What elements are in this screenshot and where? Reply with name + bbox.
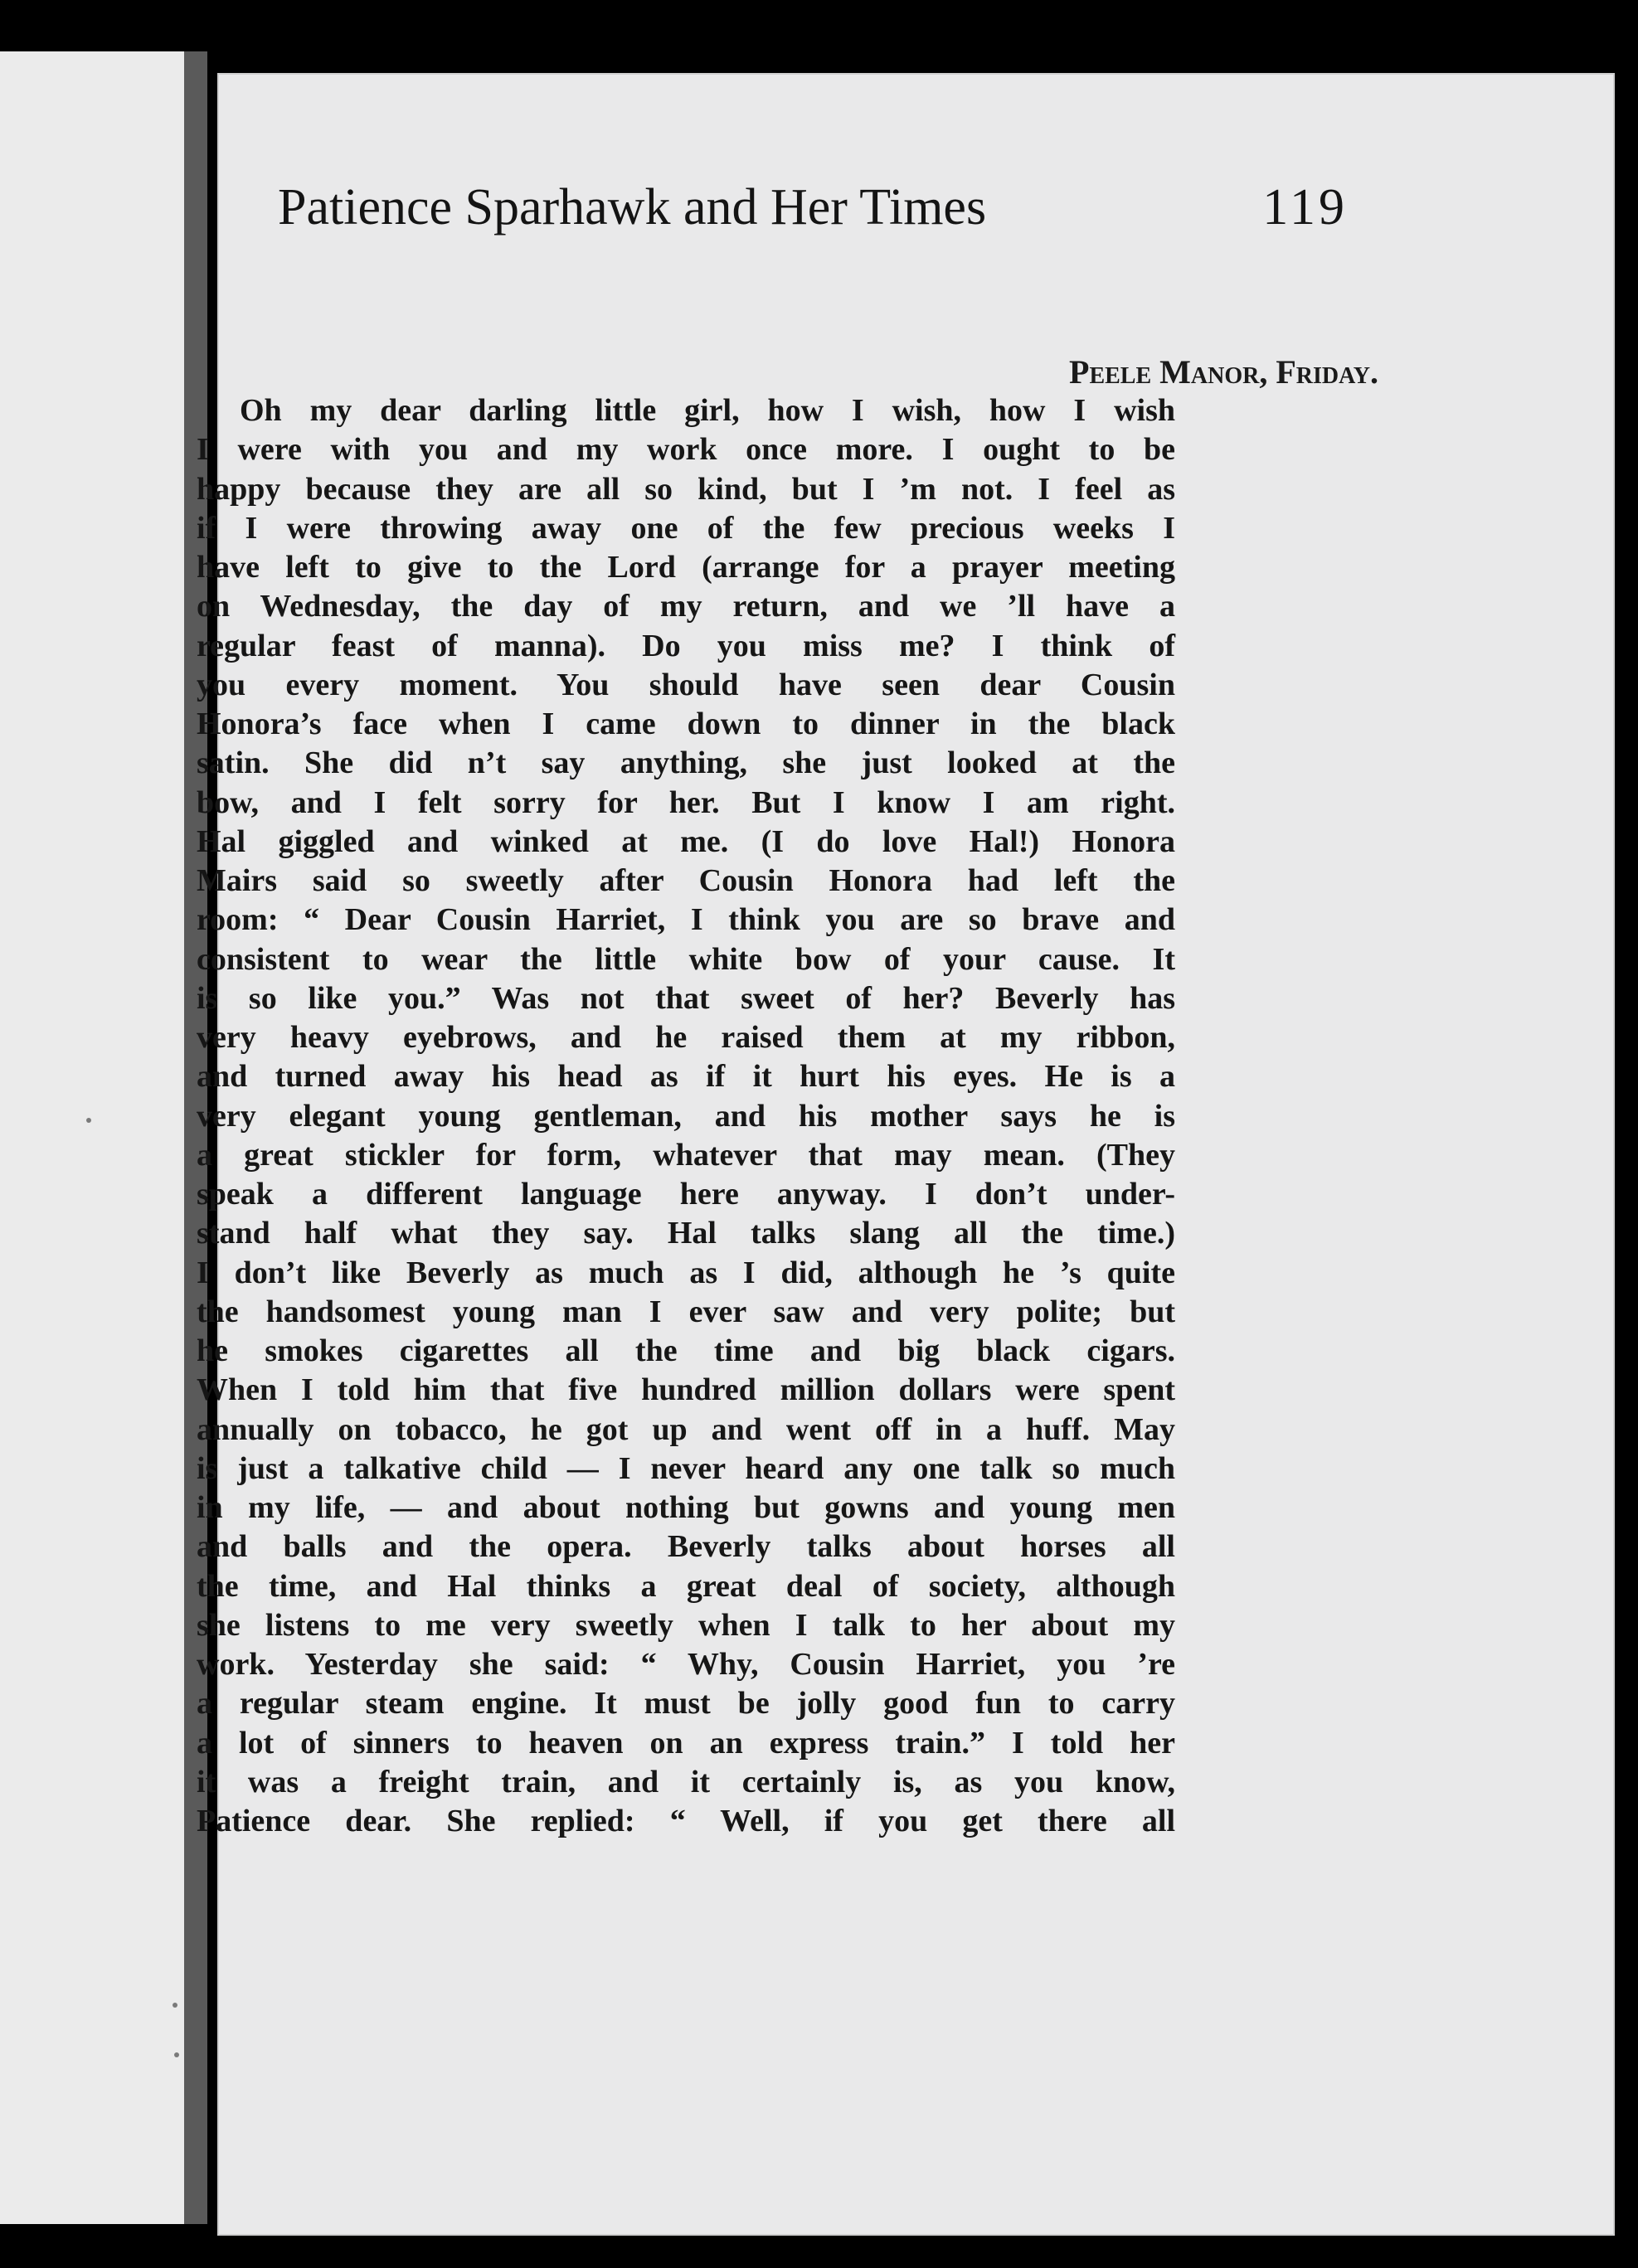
page-number: 119 [1262, 179, 1348, 236]
scan-speck [173, 2003, 177, 2008]
text-line: and balls and the opera. Beverly talks about horses all [197, 1529, 1175, 1565]
text-line: I don’t like Beverly as much as I did, although he ’s quite [197, 1255, 1175, 1290]
text-line: he smokes cigarettes all the time and big black cigars. [197, 1333, 1175, 1368]
text-line: Oh my dear darling little girl, how I wish, how I wish [240, 393, 1175, 428]
text-line: a great stickler for form, whatever that may mean. (They [197, 1137, 1175, 1173]
text-line: Honora’s face when I came down to dinner in the black [197, 707, 1175, 741]
facing-page-edge [0, 51, 184, 2224]
text-line: in my life, — and about nothing but gowns and young men [197, 1490, 1175, 1525]
text-line: and turned away his head as if it hurt his eyes. He is a [197, 1059, 1175, 1095]
text-line: speak a different language here anyway. I don’t under- [197, 1177, 1175, 1212]
running-header [278, 178, 1348, 278]
text-line: work. Yesterday she said: “ Why, Cousin Harriet, you ’re [197, 1647, 1175, 1682]
letter-dateline: Peele Manor, Friday. [1069, 353, 1378, 391]
text-line: stand half what they say. Hal talks slang all the time.) [197, 1216, 1175, 1251]
text-line: is so like you.” Was not that sweet of her? Beverly has [197, 980, 1175, 1016]
scan-speck [174, 2052, 179, 2057]
text-line: happy because they are all so kind, but I ’m not. I feel as [197, 471, 1175, 507]
text-line: very elegant young gentleman, and his mother says he is [197, 1098, 1175, 1134]
text-line: satin. She did n’t say anything, she just looked at the [197, 745, 1175, 781]
scan-speck [86, 1118, 91, 1123]
text-line: Hal giggled and winked at me. (I do love Hal!) Honora [197, 823, 1175, 859]
text-line: it was a freight train, and it certainly is, as you know, [197, 1764, 1175, 1799]
running-title: Patience Sparhawk and Her Times [278, 179, 987, 236]
text-line: the handsomest young man I ever saw and very polite; but [197, 1294, 1175, 1329]
text-line: the time, and Hal thinks a great deal of society, although [197, 1568, 1175, 1604]
text-line: is just a talkative child — I never heard any one talk so much [197, 1450, 1175, 1486]
text-line: have left to give to the Lord (arrange for a prayer meeting [197, 550, 1175, 585]
text-line: a regular steam engine. It must be jolly good fun to carry [197, 1686, 1175, 1722]
text-line: Patience dear. She replied: “ Well, if you get there all [197, 1804, 1175, 1838]
text-line: Mairs said so sweetly after Cousin Honora had left the [197, 863, 1175, 898]
text-line: a lot of sinners to heaven on an express train.” I told her [197, 1725, 1175, 1760]
text-line: regular feast of manna). Do you miss me? I think of [197, 628, 1175, 663]
text-line: annually on tobacco, he got up and went off in a huff. May [197, 1411, 1175, 1447]
text-line: if I were throwing away one of the few precious weeks I [197, 510, 1175, 546]
text-line: bow, and I felt sorry for her. But I know I am right. [197, 784, 1175, 820]
body-text [197, 391, 1175, 1841]
text-line: on Wednesday, the day of my return, and we ’ll have a [197, 589, 1175, 624]
text-line: very heavy eyebrows, and he raised them at my ribbon, [197, 1020, 1175, 1055]
text-line: When I told him that five hundred million dollars were spent [197, 1372, 1175, 1408]
text-line: she listens to me very sweetly when I talk to her about my [197, 1607, 1175, 1643]
text-line: room: “ Dear Cousin Harriet, I think you are so brave and [197, 902, 1175, 938]
text-line: consistent to wear the little white bow of your cause. It [197, 941, 1175, 977]
text-line: I were with you and my work once more. I ought to be [197, 432, 1175, 468]
text-line: you every moment. You should have seen dear Cousin [197, 667, 1175, 702]
